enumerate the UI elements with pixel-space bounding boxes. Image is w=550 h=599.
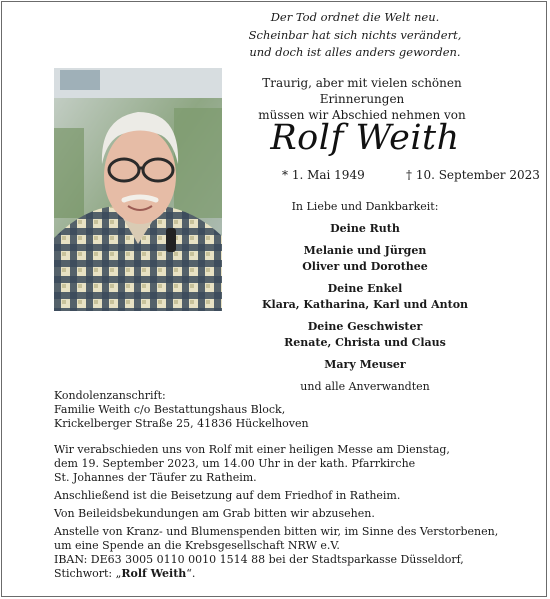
- family-member: Mary Meuser: [324, 358, 406, 371]
- family-group-title: Deine Geschwister: [307, 320, 423, 333]
- family-group-title: Deine Enkel: [327, 282, 403, 295]
- family-member: Deine Ruth: [330, 222, 400, 235]
- intro-line: müssen wir Abschied nehmen von: [258, 108, 466, 122]
- family-member: Melanie und Jürgen: [303, 244, 427, 257]
- family-heading: In Liebe und Dankbarkeit:: [291, 200, 439, 213]
- keyword-prefix: Stichwort: „: [54, 567, 122, 580]
- mass-line: St. Johannes der Täufer zu Ratheim.: [54, 471, 257, 484]
- address-line: Familie Weith c/o Bestattungshaus Block,: [54, 403, 286, 416]
- poem: [220, 9, 490, 62]
- keyword-line: [54, 567, 524, 581]
- poem-line: Der Tod ordnet die Welt neu.: [270, 10, 440, 24]
- portrait-illustration: [54, 68, 222, 311]
- donation-line: Anstelle von Kranz- und Blumenspenden bitten wir, im Sinne des Verstorbenen,: [54, 525, 499, 538]
- family-member: Oliver und Dorothee: [302, 260, 428, 273]
- intro-line: Traurig, aber mit vielen schönen Erinnerungen: [262, 76, 462, 106]
- condolence-line: Von Beileidsbekundungen am Grab bitten wir abzusehen.: [54, 507, 375, 520]
- address-heading: Kondolenzanschrift:: [54, 389, 166, 402]
- mass-line: dem 19. September 2023, um 14.00 Uhr in der kath. Pfarrkirche: [54, 457, 416, 470]
- family-member: Klara, Katharina, Karl und Anton: [261, 298, 469, 311]
- poem-line: Scheinbar hat sich nichts verändert,: [248, 27, 462, 42]
- donation-line: IBAN: DE63 3005 0110 0010 1514 88 bei der Stadtsparkasse Düsseldorf,: [54, 553, 464, 566]
- keyword: Rolf Weith: [121, 567, 187, 580]
- family-member: Renate, Christa und Claus: [284, 336, 446, 349]
- keyword-suffix: “.: [186, 567, 196, 580]
- mass-line: Wir verabschieden uns von Rolf mit einer heiligen Messe am Dienstag,: [54, 443, 450, 456]
- burial-line: Anschließend ist die Beisetzung auf dem Friedhof in Ratheim.: [54, 489, 401, 502]
- portrait-photo: [54, 68, 222, 311]
- notice-body: [54, 389, 524, 581]
- birth-date: * 1. Mai 1949: [282, 168, 365, 182]
- family-closing: und alle Anverwandten: [300, 380, 430, 393]
- donation-line: um eine Spende an die Krebsgesellschaft NRW e.V.: [54, 539, 340, 552]
- address-line: Krickelberger Straße 25, 41836 Hückelhoven: [54, 417, 309, 430]
- death-date: † 10. September 2023: [406, 168, 540, 182]
- poem-line: und doch ist alles anders geworden.: [249, 45, 461, 59]
- deceased-name: Rolf Weith: [270, 118, 460, 158]
- family-signatures: [242, 199, 488, 395]
